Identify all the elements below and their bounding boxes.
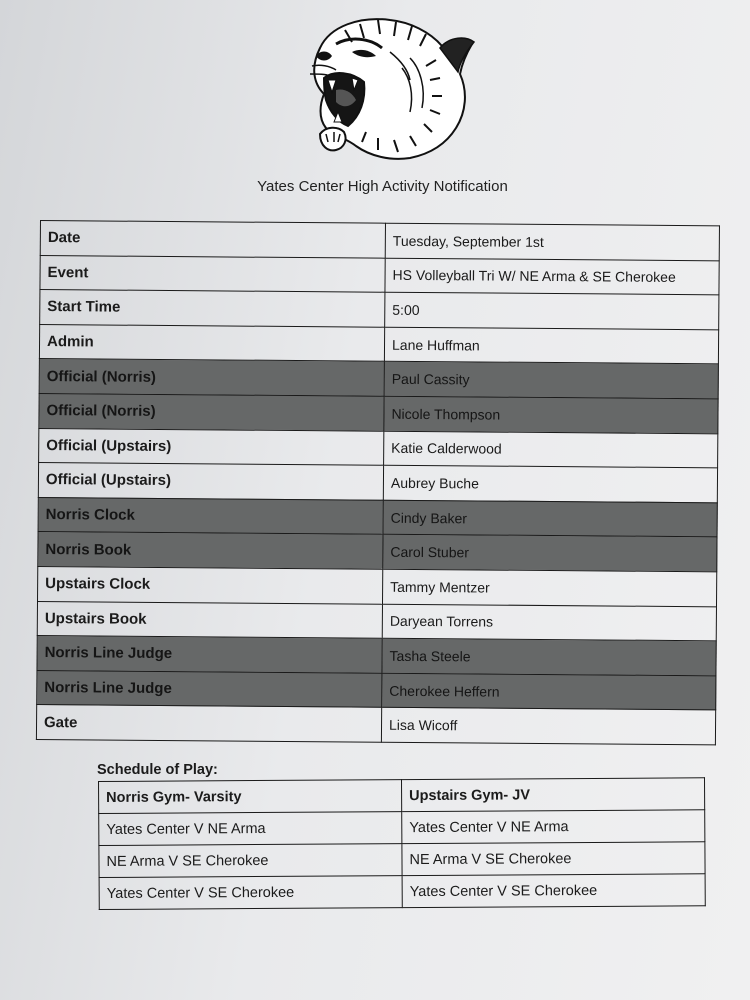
activity-value: Tasha Steele: [382, 638, 716, 675]
activity-value: Carol Stuber: [383, 535, 717, 572]
activity-label: Admin: [39, 324, 384, 361]
activity-row: [38, 532, 717, 572]
schedule-header-jv: Upstairs Gym- JV: [401, 778, 704, 812]
schedule-label: Schedule of Play:: [97, 762, 218, 778]
activity-label: Official (Norris): [39, 359, 384, 396]
activity-label: Date: [40, 221, 385, 258]
schedule-cell: Yates Center V NE Arma: [402, 810, 705, 844]
schedule-cell: Yates Center V SE Cherokee: [402, 874, 705, 908]
schedule-header-varsity: Norris Gym- Varsity: [99, 780, 402, 814]
document-title: Yates Center High Activity Notification: [257, 178, 508, 195]
schedule-cell: Yates Center V NE Arma: [99, 812, 402, 846]
activity-label: Event: [40, 255, 385, 292]
activity-row: [38, 497, 717, 537]
schedule-header-row: [99, 778, 705, 814]
activity-label: Start Time: [40, 290, 385, 327]
activity-row: [39, 324, 718, 364]
schedule-row: [99, 810, 705, 846]
activity-label: Norris Book: [38, 532, 383, 569]
activity-label: Norris Line Judge: [37, 670, 382, 707]
activity-value: Cherokee Heffern: [382, 673, 716, 710]
activity-value: Tuesday, September 1st: [385, 223, 719, 260]
activity-label: Norris Clock: [38, 497, 383, 534]
activity-label: Upstairs Book: [37, 601, 382, 638]
activity-value: Aubrey Buche: [383, 465, 717, 502]
activity-value: Daryean Torrens: [382, 604, 716, 641]
schedule-cell: Yates Center V SE Cherokee: [99, 876, 402, 910]
activity-row: [39, 359, 718, 399]
activity-label: Official (Norris): [39, 393, 384, 430]
activity-row: [40, 290, 719, 330]
activity-value: Paul Cassity: [384, 362, 718, 399]
activity-value: Nicole Thompson: [384, 396, 718, 433]
schedule-cell: NE Arma V SE Cherokee: [402, 842, 705, 876]
schedule-row: [99, 842, 705, 878]
schedule-cell: NE Arma V SE Cherokee: [99, 844, 402, 878]
activity-label: Official (Upstairs): [39, 428, 384, 465]
activity-label: Gate: [36, 705, 381, 742]
activity-value: Katie Calderwood: [384, 431, 718, 468]
activity-value: Lane Huffman: [384, 327, 718, 364]
activity-row: [37, 670, 716, 710]
activity-label: Official (Upstairs): [38, 463, 383, 500]
activity-table: [36, 220, 720, 745]
activity-value: Tammy Mentzer: [382, 569, 716, 606]
activity-row: [36, 705, 715, 745]
activity-row: [38, 566, 717, 606]
activity-value: 5:00: [385, 292, 719, 329]
activity-row: [40, 255, 719, 295]
activity-value: Cindy Baker: [383, 500, 717, 537]
schedule-row: [99, 874, 705, 910]
activity-label: Norris Line Judge: [37, 636, 382, 673]
activity-value: HS Volleyball Tri W/ NE Arma & SE Cherokee: [385, 258, 719, 295]
activity-row: [37, 601, 716, 641]
activity-label: Upstairs Clock: [38, 566, 383, 603]
activity-row: [39, 393, 718, 433]
activity-value: Lisa Wicoff: [381, 708, 715, 745]
schedule-table: [98, 777, 706, 910]
activity-row: [37, 636, 716, 676]
activity-row: [38, 463, 717, 503]
activity-row: [39, 428, 718, 468]
activity-row: [40, 221, 719, 261]
wildcat-mascot-icon: [290, 8, 480, 163]
